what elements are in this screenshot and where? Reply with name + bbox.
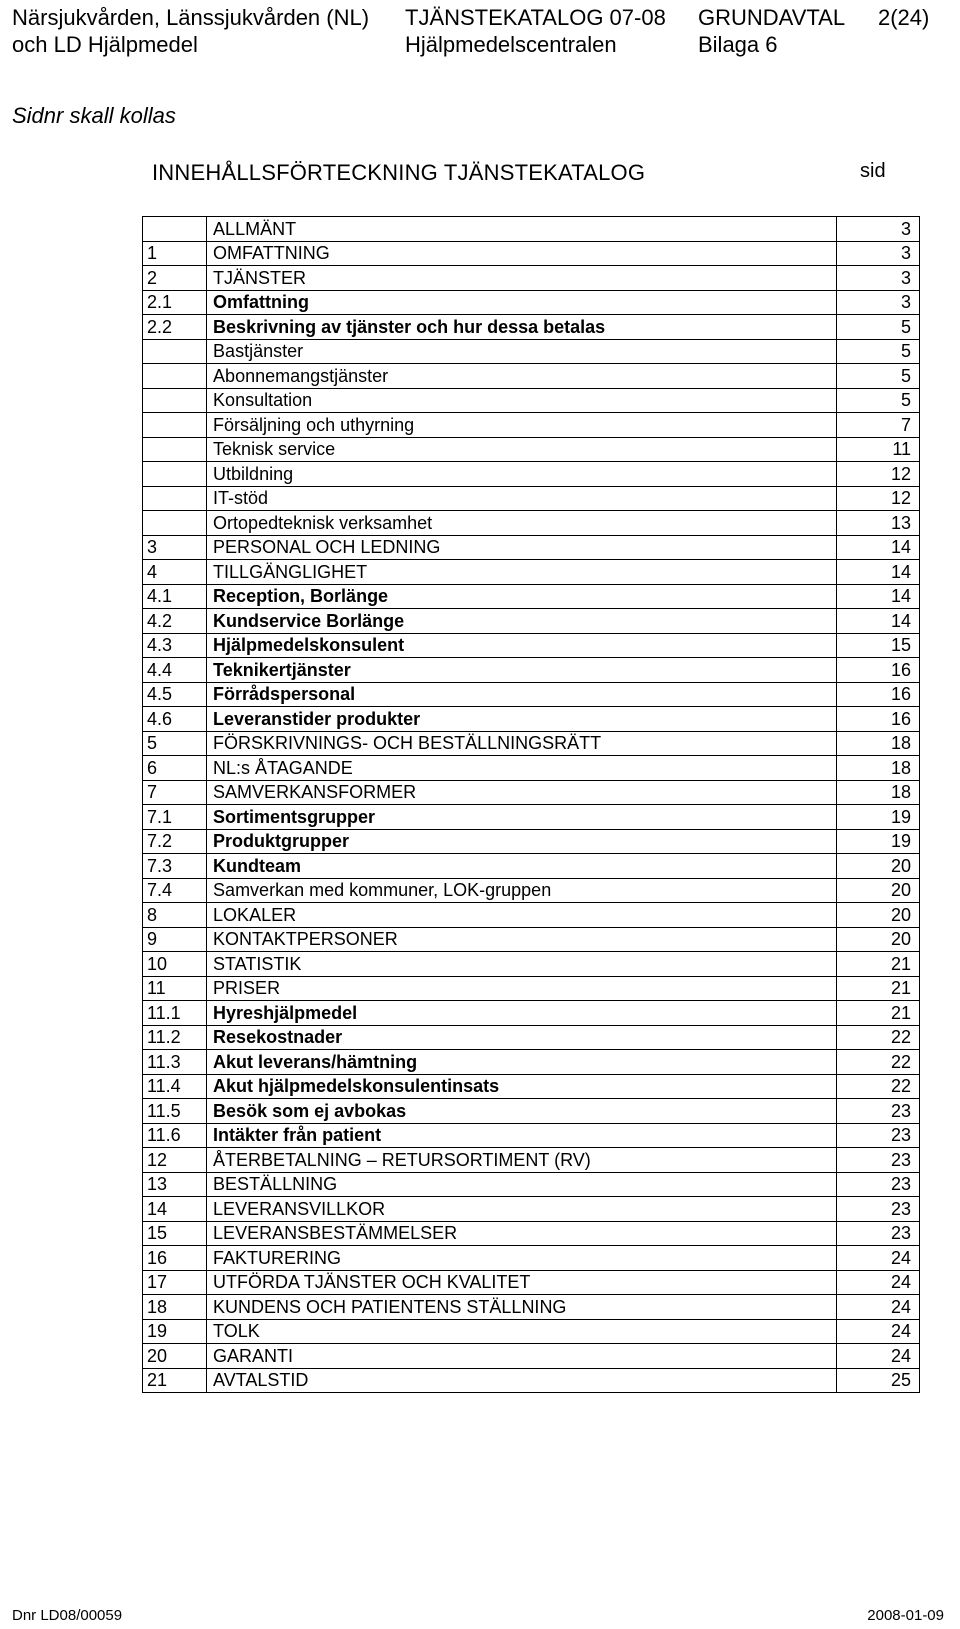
- toc-page-number: 12: [837, 462, 920, 487]
- toc-row: [143, 805, 920, 830]
- header-unit: Hjälpmedelscentralen: [405, 32, 617, 57]
- toc-row: [143, 976, 920, 1001]
- toc-row: [143, 437, 920, 462]
- toc-row: [143, 266, 920, 291]
- toc-row: [143, 1319, 920, 1344]
- toc-section-title: Teknikertjänster: [207, 658, 837, 683]
- toc-section-title: STATISTIK: [207, 952, 837, 977]
- toc-section-number: [143, 364, 207, 389]
- toc-section-number: 21: [143, 1368, 207, 1393]
- toc-page-number: 23: [837, 1123, 920, 1148]
- toc-section-number: [143, 339, 207, 364]
- toc-section-number: 4.4: [143, 658, 207, 683]
- header-organization: Närsjukvården, Länssjukvården (NL): [12, 5, 370, 30]
- toc-section-number: 3: [143, 535, 207, 560]
- toc-page-number: 23: [837, 1148, 920, 1173]
- toc-page-number: 12: [837, 486, 920, 511]
- toc-page-number: 20: [837, 878, 920, 903]
- toc-page-number: 21: [837, 1001, 920, 1026]
- document-header: [12, 4, 942, 58]
- toc-page-number: 23: [837, 1221, 920, 1246]
- header-organization-cont: och LD Hjälpmedel: [12, 32, 198, 57]
- toc-row: [143, 1074, 920, 1099]
- toc-section-title: ALLMÄNT: [207, 217, 837, 242]
- toc-page-number: 23: [837, 1099, 920, 1124]
- toc-page-number: 7: [837, 413, 920, 438]
- header-line-1: [12, 4, 942, 31]
- toc-page-number: 11: [837, 437, 920, 462]
- toc-section-number: [143, 437, 207, 462]
- toc-row: [143, 290, 920, 315]
- toc-section-title: Besök som ej avbokas: [207, 1099, 837, 1124]
- header-line-2: [12, 31, 942, 58]
- toc-page-number: 22: [837, 1074, 920, 1099]
- toc-row: [143, 1295, 920, 1320]
- toc-page-number: 19: [837, 829, 920, 854]
- toc-table: [142, 216, 920, 1393]
- toc-section-title: Akut leverans/hämtning: [207, 1050, 837, 1075]
- toc-row: [143, 560, 920, 585]
- toc-section-number: [143, 413, 207, 438]
- toc-section-number: 7.3: [143, 854, 207, 879]
- toc-section-title: Samverkan med kommuner, LOK-gruppen: [207, 878, 837, 903]
- toc-page-number: 20: [837, 854, 920, 879]
- toc-title: INNEHÅLLSFÖRTECKNING TJÄNSTEKATALOG: [152, 160, 646, 185]
- toc-section-number: [143, 388, 207, 413]
- toc-row: [143, 731, 920, 756]
- toc-section-number: 4: [143, 560, 207, 585]
- toc-page-number: 20: [837, 903, 920, 928]
- toc-section-title: Utbildning: [207, 462, 837, 487]
- toc-section-number: 19: [143, 1319, 207, 1344]
- toc-page-number: 16: [837, 707, 920, 732]
- page-note: Sidnr skall kollas: [12, 103, 176, 128]
- toc-page-number: 5: [837, 364, 920, 389]
- toc-page-number: 5: [837, 388, 920, 413]
- toc-section-title: PRISER: [207, 976, 837, 1001]
- toc-section-number: 2: [143, 266, 207, 291]
- toc-page-number: 5: [837, 315, 920, 340]
- toc-section-number: 20: [143, 1344, 207, 1369]
- toc-page-number: 21: [837, 952, 920, 977]
- toc-page-number: 20: [837, 927, 920, 952]
- toc-section-title: SAMVERKANSFORMER: [207, 780, 837, 805]
- toc-section-title: Abonnemangstjänster: [207, 364, 837, 389]
- toc-body: [143, 217, 920, 1393]
- toc-row: [143, 854, 920, 879]
- toc-row: [143, 682, 920, 707]
- toc-row: [143, 1001, 920, 1026]
- header-appendix: Bilaga 6: [698, 32, 778, 57]
- toc-section-title: KUNDENS OCH PATIENTENS STÄLLNING: [207, 1295, 837, 1320]
- toc-row: [143, 707, 920, 732]
- toc-page-number: 5: [837, 339, 920, 364]
- toc-section-title: Sortimentsgrupper: [207, 805, 837, 830]
- toc-row: [143, 1344, 920, 1369]
- toc-row: [143, 486, 920, 511]
- toc-section-number: 11.3: [143, 1050, 207, 1075]
- toc-section-title: Intäkter från patient: [207, 1123, 837, 1148]
- toc-section-number: 16: [143, 1246, 207, 1271]
- toc-section-title: IT-stöd: [207, 486, 837, 511]
- toc-section-title: OMFATTNING: [207, 241, 837, 266]
- toc-section-number: 11.2: [143, 1025, 207, 1050]
- toc-page-number: 23: [837, 1197, 920, 1222]
- toc-section-number: [143, 486, 207, 511]
- toc-page-number: 24: [837, 1270, 920, 1295]
- toc-section-number: 7.2: [143, 829, 207, 854]
- toc-section-number: 13: [143, 1172, 207, 1197]
- toc-section-title: LEVERANSBESTÄMMELSER: [207, 1221, 837, 1246]
- toc-page-number: 14: [837, 609, 920, 634]
- toc-page-number: 3: [837, 217, 920, 242]
- toc-row: [143, 1368, 920, 1393]
- toc-section-title: FÖRSKRIVNINGS- OCH BESTÄLLNINGSRÄTT: [207, 731, 837, 756]
- toc-page-number: 14: [837, 584, 920, 609]
- toc-row: [143, 388, 920, 413]
- toc-section-title: UTFÖRDA TJÄNSTER OCH KVALITET: [207, 1270, 837, 1295]
- toc-section-title: NL:s ÅTAGANDE: [207, 756, 837, 781]
- toc-row: [143, 364, 920, 389]
- toc-section-title: TILLGÄNGLIGHET: [207, 560, 837, 585]
- footer-date: 2008-01-09: [867, 1607, 944, 1624]
- toc-section-title: FAKTURERING: [207, 1246, 837, 1271]
- toc-section-number: 18: [143, 1295, 207, 1320]
- toc-section-title: LEVERANSVILLKOR: [207, 1197, 837, 1222]
- toc-section-title: Kundservice Borlänge: [207, 609, 837, 634]
- toc-row: [143, 780, 920, 805]
- toc-section-number: [143, 511, 207, 536]
- toc-section-title: LOKALER: [207, 903, 837, 928]
- toc-section-number: 15: [143, 1221, 207, 1246]
- toc-row: [143, 1172, 920, 1197]
- toc-section-number: 2.1: [143, 290, 207, 315]
- toc-page-number: 16: [837, 658, 920, 683]
- toc-section-number: 11.4: [143, 1074, 207, 1099]
- toc-section-number: 10: [143, 952, 207, 977]
- toc-page-number: 19: [837, 805, 920, 830]
- toc-section-title: Produktgrupper: [207, 829, 837, 854]
- toc-page-number: 14: [837, 535, 920, 560]
- toc-section-number: 4.5: [143, 682, 207, 707]
- toc-section-title: Resekostnader: [207, 1025, 837, 1050]
- toc-page-number: 14: [837, 560, 920, 585]
- toc-section-title: PERSONAL OCH LEDNING: [207, 535, 837, 560]
- toc-page-number: 3: [837, 241, 920, 266]
- toc-page-number: 22: [837, 1025, 920, 1050]
- header-agreement: GRUNDAVTAL: [698, 5, 846, 30]
- toc-section-title: Akut hjälpmedelskonsulentinsats: [207, 1074, 837, 1099]
- toc-section-number: 7.1: [143, 805, 207, 830]
- toc-page-column-label: sid: [860, 160, 886, 182]
- toc-section-number: 4.3: [143, 633, 207, 658]
- toc-section-number: 1: [143, 241, 207, 266]
- toc-row: [143, 903, 920, 928]
- header-catalog-title: TJÄNSTEKATALOG 07-08: [405, 5, 666, 30]
- toc-page-number: 13: [837, 511, 920, 536]
- toc-section-number: 7.4: [143, 878, 207, 903]
- toc-page-number: 16: [837, 682, 920, 707]
- toc-page-number: 24: [837, 1319, 920, 1344]
- toc-page-number: 18: [837, 756, 920, 781]
- toc-section-title: Teknisk service: [207, 437, 837, 462]
- toc-page-number: 21: [837, 976, 920, 1001]
- toc-section-title: Hjälpmedelskonsulent: [207, 633, 837, 658]
- toc-page-number: 25: [837, 1368, 920, 1393]
- toc-page-number: 15: [837, 633, 920, 658]
- toc-row: [143, 315, 920, 340]
- toc-section-title: GARANTI: [207, 1344, 837, 1369]
- toc-section-number: 17: [143, 1270, 207, 1295]
- toc-section-number: 2.2: [143, 315, 207, 340]
- toc-section-title: BESTÄLLNING: [207, 1172, 837, 1197]
- toc-row: [143, 1050, 920, 1075]
- toc-row: [143, 1246, 920, 1271]
- toc-page-number: 18: [837, 731, 920, 756]
- toc-row: [143, 584, 920, 609]
- toc-section-title: Leveranstider produkter: [207, 707, 837, 732]
- toc-section-title: Omfattning: [207, 290, 837, 315]
- toc-page-number: 22: [837, 1050, 920, 1075]
- toc-section-title: AVTALSTID: [207, 1368, 837, 1393]
- toc-section-number: 11.6: [143, 1123, 207, 1148]
- toc-row: [143, 609, 920, 634]
- toc-section-title: ÅTERBETALNING – RETURSORTIMENT (RV): [207, 1148, 837, 1173]
- toc-row: [143, 878, 920, 903]
- toc-page-number: 24: [837, 1344, 920, 1369]
- toc-section-number: 12: [143, 1148, 207, 1173]
- toc-section-title: Beskrivning av tjänster och hur dessa betalas: [207, 315, 837, 340]
- toc-row: [143, 241, 920, 266]
- toc-section-title: TOLK: [207, 1319, 837, 1344]
- toc-page-number: 24: [837, 1246, 920, 1271]
- toc-row: [143, 829, 920, 854]
- toc-section-title: Förrådspersonal: [207, 682, 837, 707]
- toc-row: [143, 1221, 920, 1246]
- footer-document-number: Dnr LD08/00059: [12, 1607, 123, 1624]
- toc-page-number: 3: [837, 290, 920, 315]
- toc-row: [143, 511, 920, 536]
- toc-section-number: 11.5: [143, 1099, 207, 1124]
- header-page-number: 2(24): [878, 5, 930, 30]
- toc-section-title: Reception, Borlänge: [207, 584, 837, 609]
- toc-row: [143, 927, 920, 952]
- toc-section-number: 9: [143, 927, 207, 952]
- toc-section-title: Ortopedteknisk verksamhet: [207, 511, 837, 536]
- toc-section-title: KONTAKTPERSONER: [207, 927, 837, 952]
- toc-row: [143, 462, 920, 487]
- toc-row: [143, 1025, 920, 1050]
- toc-row: [143, 339, 920, 364]
- toc-row: [143, 756, 920, 781]
- toc-row: [143, 413, 920, 438]
- toc-row: [143, 1148, 920, 1173]
- toc-section-title: Konsultation: [207, 388, 837, 413]
- toc-row: [143, 952, 920, 977]
- toc-section-number: [143, 462, 207, 487]
- toc-page-number: 3: [837, 266, 920, 291]
- toc-section-number: 11: [143, 976, 207, 1001]
- toc-row: [143, 658, 920, 683]
- toc-section-number: 7: [143, 780, 207, 805]
- toc-section-number: 4.1: [143, 584, 207, 609]
- toc-section-title: Hyreshjälpmedel: [207, 1001, 837, 1026]
- toc-section-title: Kundteam: [207, 854, 837, 879]
- toc-section-number: 5: [143, 731, 207, 756]
- toc-section-number: 14: [143, 1197, 207, 1222]
- toc-section-number: 8: [143, 903, 207, 928]
- toc-row: [143, 1270, 920, 1295]
- toc-row: [143, 1099, 920, 1124]
- toc-row: [143, 535, 920, 560]
- toc-section-number: [143, 217, 207, 242]
- toc-section-number: 4.6: [143, 707, 207, 732]
- toc-section-number: 6: [143, 756, 207, 781]
- toc-section-number: 4.2: [143, 609, 207, 634]
- toc-section-number: 11.1: [143, 1001, 207, 1026]
- toc-page-number: 24: [837, 1295, 920, 1320]
- toc-section-title: Försäljning och uthyrning: [207, 413, 837, 438]
- toc-section-title: Bastjänster: [207, 339, 837, 364]
- toc-row: [143, 1123, 920, 1148]
- toc-page-number: 18: [837, 780, 920, 805]
- toc-row: [143, 1197, 920, 1222]
- toc-row: [143, 217, 920, 242]
- toc-row: [143, 633, 920, 658]
- toc-section-title: TJÄNSTER: [207, 266, 837, 291]
- toc-page-number: 23: [837, 1172, 920, 1197]
